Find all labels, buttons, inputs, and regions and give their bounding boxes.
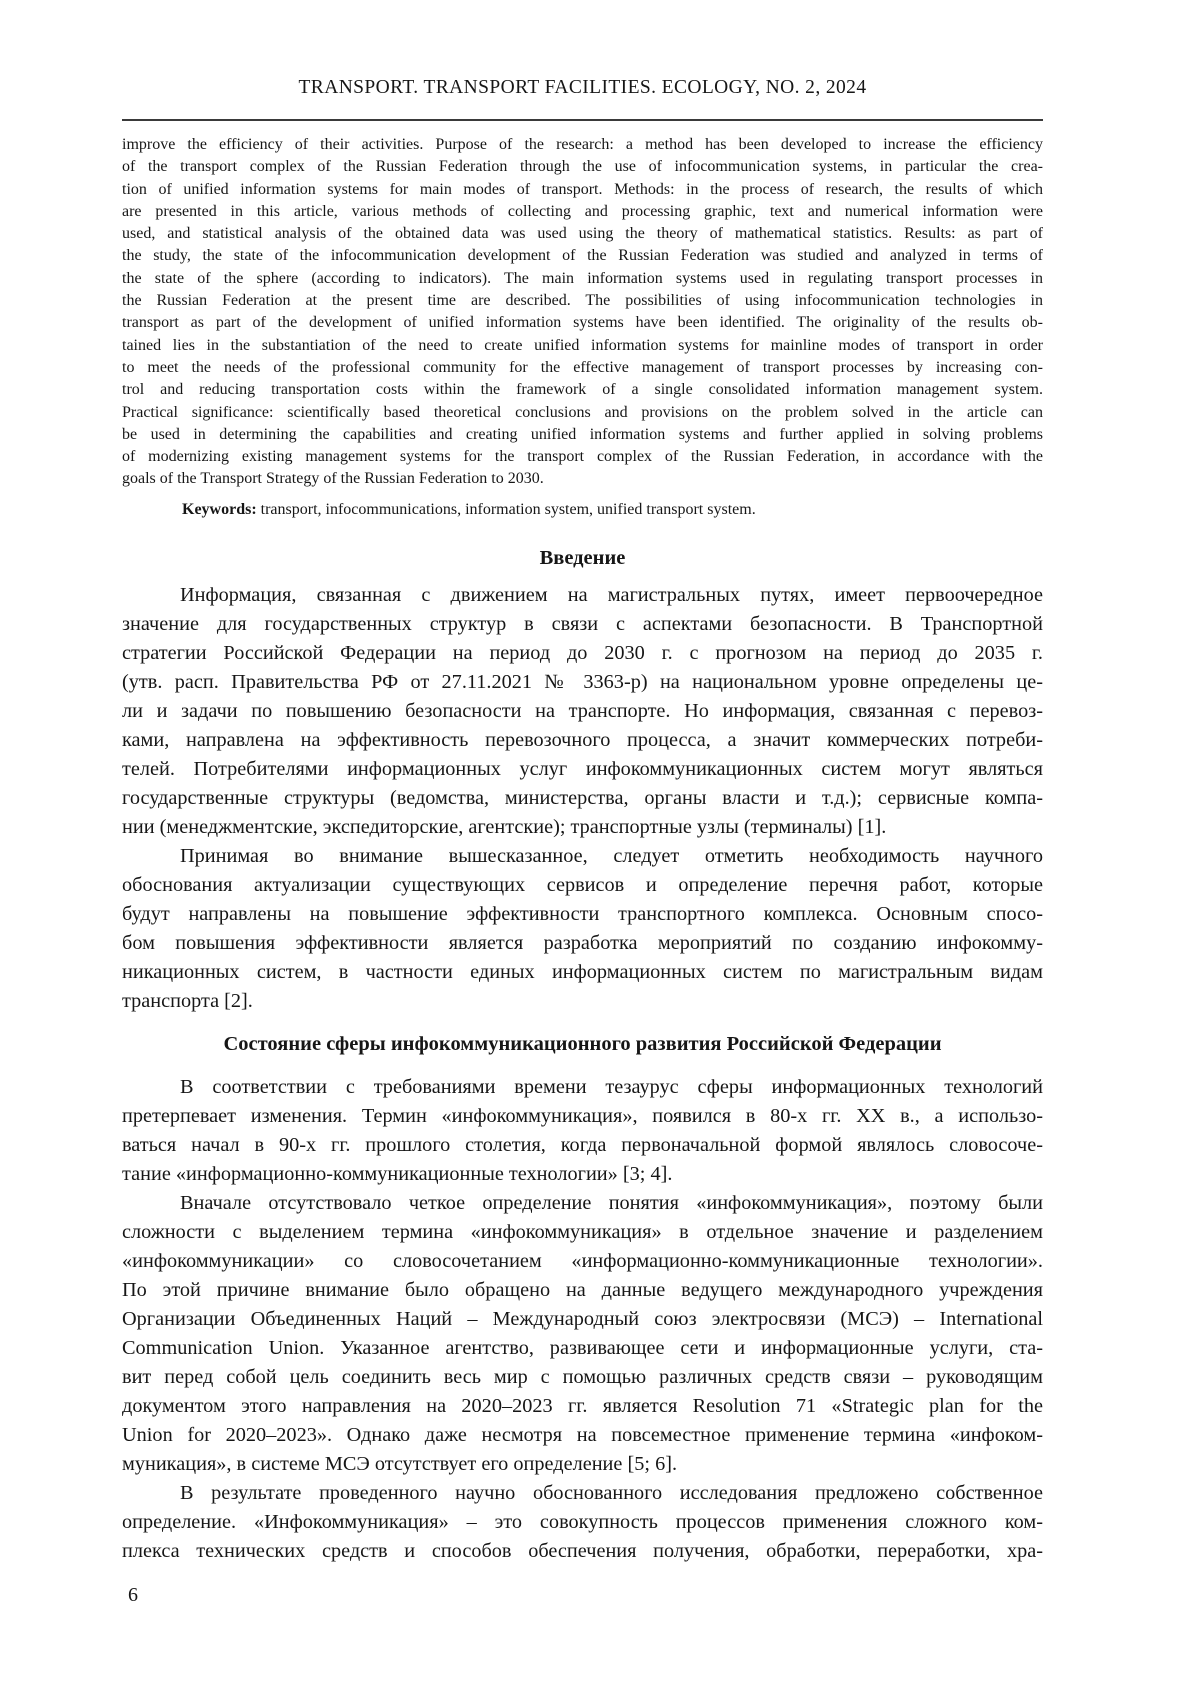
- text-line: Union for 2020–2023». Однако даже несмотря на повсеместное применение термина «инфоком-: [122, 1424, 1043, 1447]
- text-line: of modernizing existing management systems for the transport complex of the Russian Federation, in accordance with the: [122, 448, 1043, 466]
- text-line: trol and reducing transportation costs within the framework of a single consolidated information management system.: [122, 381, 1043, 399]
- text-line: of the transport complex of the Russian Federation through the use of infocommunication systems, in particular the crea-: [122, 158, 1043, 176]
- text-line: the study, the state of the infocommunication development of the Russian Federation was studied and analyzed in terms of: [122, 247, 1043, 265]
- text-line: Информация, связанная с движением на магистральных путях, имеет первоочередное: [180, 584, 1043, 607]
- text-line: Practical significance: scientifically based theoretical conclusions and provisions on the problem solved in the article can: [122, 403, 1043, 421]
- text-line: Communication Union. Указанное агентство, развивающее сети и информационные услуги, ста-: [122, 1337, 1043, 1360]
- text-line: (утв. расп. Правительства РФ от 27.11.2021 № 3363-р) на национальном уровне определены це-: [122, 671, 1043, 694]
- paragraph: [122, 1073, 1043, 1189]
- text-line: По этой причине внимание было обращено на данные ведущего международного учреждения: [122, 1279, 1043, 1302]
- paragraph: [122, 1189, 1043, 1479]
- text-line: the state of the sphere (according to indicators). The main information systems used in regulating transport processes in: [122, 269, 1043, 287]
- text-line: никационных систем, в частности единых информационных систем по магистральным видам: [122, 961, 1043, 984]
- text-line: improve the efficiency of their activities. Purpose of the research: a method has been developed to increase the efficiency: [122, 136, 1043, 153]
- text-line: to meet the needs of the professional community for the effective management of transport processes by increasing con-: [122, 358, 1043, 376]
- text-line: Организации Объединенных Наций – Международный союз электросвязи (МСЭ) – International: [122, 1308, 1043, 1331]
- text-line: государственные структуры (ведомства, министерства, органы власти и т.д.); сервисные компа-: [122, 787, 1043, 810]
- text-line: тание «информационно-коммуникационные технологии» [3; 4].: [122, 1163, 673, 1186]
- text-line: определение. «Инфокоммуникация» – это совокупность процессов применения сложного ком-: [122, 1511, 1043, 1534]
- text-line: В результате проведенного научно обоснованного исследования предложено собственное: [180, 1482, 1043, 1505]
- text-line: the Russian Federation at the present time are described. The possibilities of using infocommunication technologies in: [122, 292, 1043, 310]
- text-line: are presented in this article, various methods of collecting and processing graphic, text and numerical information were: [122, 202, 1043, 220]
- keywords-text: transport, infocommunications, information system, unified transport system.: [256, 500, 756, 518]
- text-line: tained lies in the substantiation of the need to create unified information systems for mainline modes of transport in order: [122, 336, 1043, 354]
- section-heading-state-of-sphere: Состояние сферы инфокоммуникационного развития Российской Федерации: [223, 1033, 942, 1056]
- text-line: стратегии Российской Федерации на период до 2030 г. с прогнозом на период до 2035 г.: [122, 642, 1043, 665]
- text-line: будут направлены на повышение эффективности транспортного комплекса. Основным спосо-: [122, 903, 1043, 926]
- text-line: обоснования актуализации существующих сервисов и определение перечня работ, которые: [122, 874, 1043, 897]
- text-line: транспорта [2].: [122, 990, 253, 1013]
- abstract-text: [122, 134, 1043, 491]
- text-line: вит перед собой цель соединить весь мир с помощью различных средств связи – руководящим: [122, 1366, 1043, 1389]
- header-rule: [122, 119, 1043, 121]
- text-line: бом повышения эффективности является разработка мероприятий по созданию инфокомму-: [122, 932, 1043, 955]
- text-line: ками, направлена на эффективность перевозочного процесса, а значит коммерческих потреби-: [122, 729, 1043, 752]
- keywords-label: Keywords:: [182, 500, 257, 518]
- paragraph: [122, 581, 1043, 842]
- keywords-line: [122, 499, 1043, 521]
- text-line: ли и задачи по повышению безопасности на транспорте. Но информация, связанная с перевоз-: [122, 700, 1043, 723]
- text-line: документом этого направления на 2020–2023 гг. является Resolution 71 «Strategic plan for the: [122, 1395, 1043, 1418]
- text-line: претерпевает изменения. Термин «инфокоммуникация», появился в 80-х гг. XX в., а использо-: [122, 1105, 1043, 1128]
- paragraph: [122, 1479, 1043, 1566]
- text-line: В соответствии с требованиями времени тезаурус сферы информационных технологий: [180, 1076, 1043, 1099]
- text-line: плекса технических средств и способов обеспечения получения, обработки, переработки, хра-: [122, 1540, 1043, 1563]
- section-heading-introduction: Введение: [539, 547, 626, 570]
- paragraph: [122, 842, 1043, 1016]
- page-number: 6: [128, 1584, 138, 1606]
- text-line: телей. Потребителями информационных услуг инфокоммуникационных систем могут являться: [122, 758, 1043, 781]
- page-content: [122, 0, 1043, 1566]
- text-line: «инфокоммуникации» со словосочетанием «информационно-коммуникационные технологии».: [122, 1250, 1043, 1273]
- text-line: Принимая во внимание вышесказанное, следует отметить необходимость научного: [180, 845, 1043, 868]
- text-line: муникация», в системе МСЭ отсутствует его определение [5; 6].: [122, 1453, 678, 1476]
- journal-header: TRANSPORT. TRANSPORT FACILITIES. ECOLOGY, NO. 2, 2024: [298, 77, 867, 98]
- text-line: used, and statistical analysis of the obtained data was used using the theory of mathematical statistics. Results: as part of: [122, 225, 1043, 243]
- text-line: Вначале отсутствовало четкое определение понятия «инфокоммуникация», поэтому были: [180, 1192, 1043, 1215]
- text-line: be used in determining the capabilities and creating unified information systems and further applied in solving problems: [122, 425, 1043, 443]
- text-line: нии (менеджментские, экспедиторские, агентские); транспортные узлы (терминалы) [1].: [122, 816, 887, 839]
- text-line: значение для государственных структур в связи с аспектами безопасности. В Транспортной: [122, 613, 1043, 636]
- text-line: сложности с выделением термина «инфокоммуникация» в отдельное значение и разделением: [122, 1221, 1043, 1244]
- text-line: ваться начал в 90-х гг. прошлого столетия, когда первоначальной формой являлось словосоче-: [122, 1134, 1043, 1157]
- text-line: transport as part of the development of unified information systems have been identified. The originality of the results ob-: [122, 314, 1043, 332]
- text-line: tion of unified information systems for main modes of transport. Methods: in the process of research, the results of which: [122, 180, 1043, 198]
- text-line: goals of the Transport Strategy of the Russian Federation to 2030.: [122, 470, 544, 488]
